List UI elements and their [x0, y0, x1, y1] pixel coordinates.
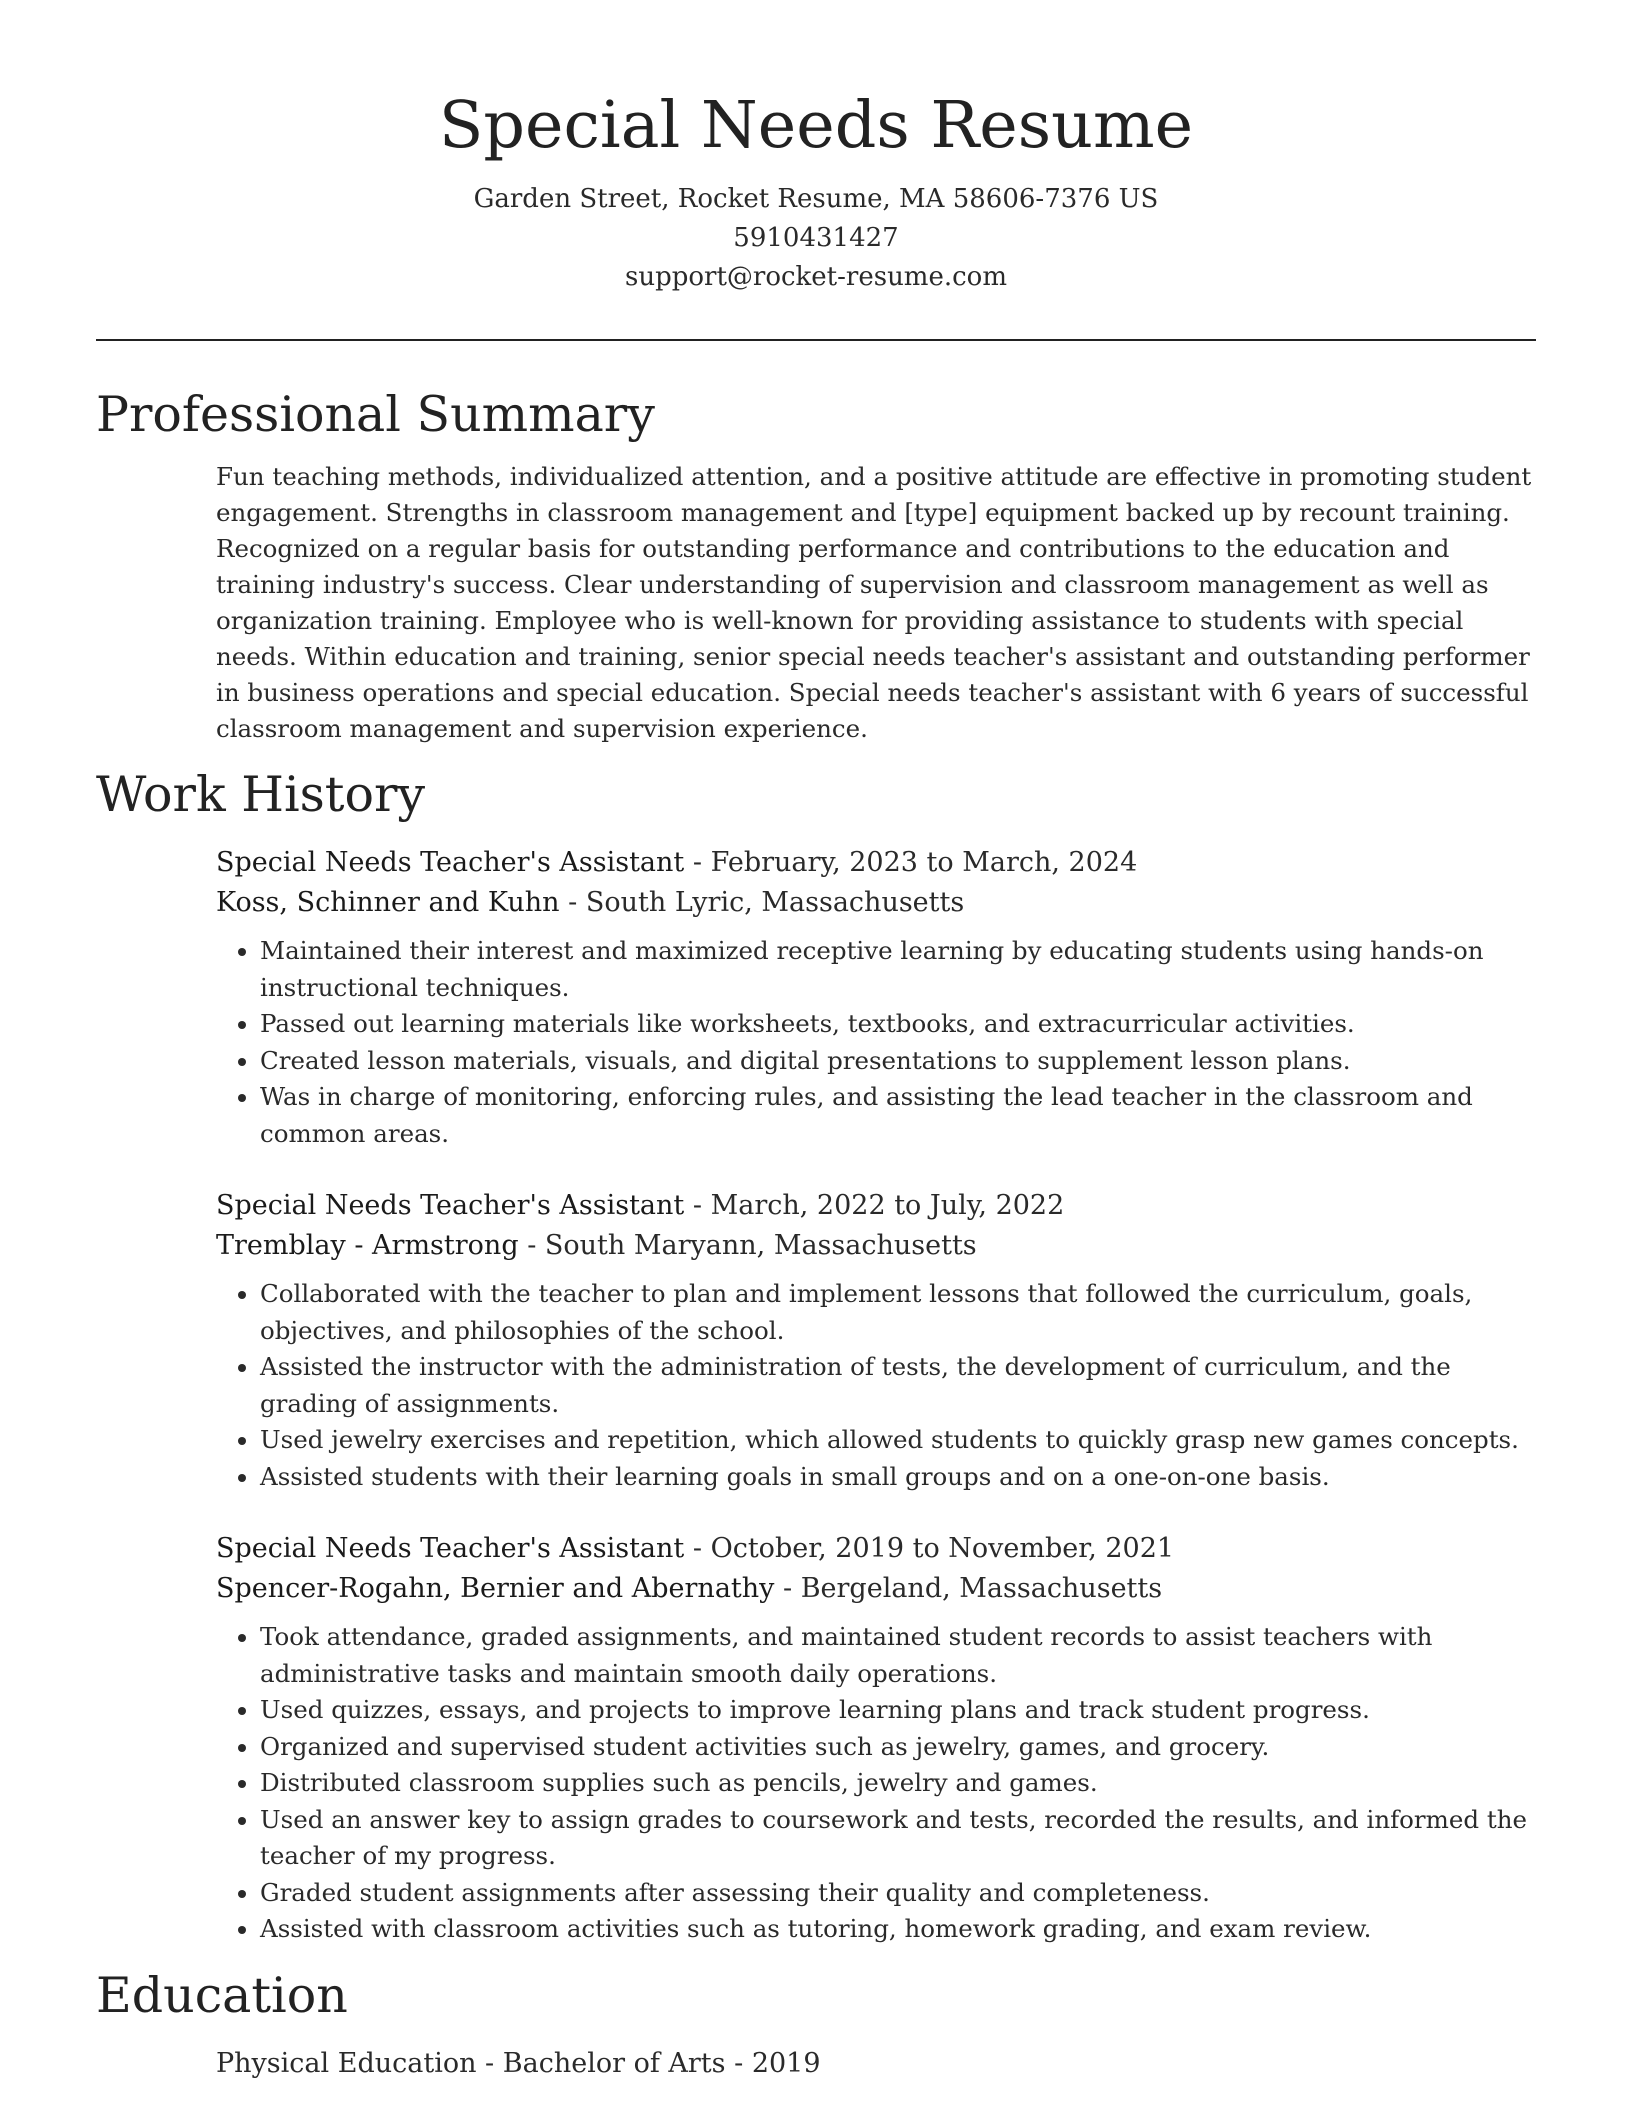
- education-field: Physical Education: [216, 2047, 477, 2079]
- job-company: Spencer-Rogahn, Bernier and Abernathy: [216, 1573, 775, 1604]
- job-entry: [216, 1186, 1536, 1495]
- jobs-list: [216, 843, 1536, 1948]
- education-entry: Physical Education - Bachelor of Arts - 2019: [216, 2047, 821, 2079]
- job-role: Special Needs Teacher's Assistant: [216, 1533, 685, 1564]
- summary-text: Fun teaching methods, individualized attention, and a positive attitude are effective in promoting student engagement. Strengths in classroom management and [type] equipment backed up by recount training. Recognized on a regular basis for outstanding performance and contributions to the education and training industry's success. Clear understanding of supervision and classroom management as well as organization training. Employee who is well-known for providing assistance to students with special needs. Within education and training, senior special needs teacher's assistant and outstanding performer in business operations and special education. Special needs teacher's assistant with 6 years of successful classroom management and supervision experience.: [216, 462, 1532, 743]
- job-location: South Maryann, Massachusetts: [544, 1230, 977, 1261]
- job-bullet: • Was in charge of monitoring, enforcing rules, and assisting the lead teacher in the classroom and common areas.: [260, 1079, 1536, 1152]
- work-history-section: [0, 765, 1632, 1948]
- resume-name: Special Needs Resume: [438, 88, 1194, 163]
- job-location: Bergeland, Massachusetts: [800, 1573, 1163, 1604]
- summary-section: [0, 385, 1632, 747]
- education-degree: Bachelor of Arts: [502, 2047, 726, 2079]
- education-heading: Education: [96, 1966, 348, 2024]
- job-title-line: Special Needs Teacher's Assistant - March, 2022 to July, 2022: [216, 1190, 1065, 1221]
- job-bullet: • Collaborated with the teacher to plan and implement lessons that followed the curriculum, goals, objectives, and philosophies of the school.: [260, 1276, 1536, 1349]
- job-company: Tremblay - Armstrong: [216, 1230, 519, 1261]
- summary-heading: Professional Summary: [96, 386, 655, 443]
- job-bullet: • Organized and supervised student activities such as jewelry, games, and grocery.: [260, 1729, 1536, 1766]
- job-bullets: [216, 1619, 1536, 1948]
- job-bullets: [216, 1276, 1536, 1495]
- education-section: [0, 1966, 1632, 2084]
- job-bullets: [216, 933, 1536, 1152]
- resume-header: [0, 0, 1632, 297]
- job-role: Special Needs Teacher's Assistant: [216, 1190, 685, 1221]
- job-bullet: • Distributed classroom supplies such as pencils, jewelry and games.: [260, 1765, 1536, 1802]
- header-divider: [96, 339, 1536, 341]
- job-dates: March, 2022 to July, 2022: [710, 1190, 1065, 1221]
- contact-address: Garden Street, Rocket Resume, MA 58606-7376 US: [473, 184, 1159, 214]
- job-company-line: Koss, Schinner and Kuhn - South Lyric, Massachusetts: [216, 887, 965, 918]
- job-company-line: Spencer-Rogahn, Bernier and Abernathy - Bergeland, Massachusetts: [216, 1573, 1163, 1604]
- job-bullet: • Used jewelry exercises and repetition, which allowed students to quickly grasp new games concepts.: [260, 1422, 1536, 1459]
- contact-phone: 5910431427: [733, 223, 899, 253]
- job-role: Special Needs Teacher's Assistant: [216, 847, 685, 878]
- job-bullet: • Created lesson materials, visuals, and digital presentations to supplement lesson plans.: [260, 1043, 1536, 1080]
- job-bullet: • Passed out learning materials like worksheets, textbooks, and extracurricular activities.: [260, 1006, 1536, 1043]
- job-bullet: • Graded student assignments after assessing their quality and completeness.: [260, 1875, 1536, 1912]
- job-bullet: • Used quizzes, essays, and projects to improve learning plans and track student progress.: [260, 1692, 1536, 1729]
- job-title-line: Special Needs Teacher's Assistant - October, 2019 to November, 2021: [216, 1533, 1175, 1564]
- job-entry: [216, 843, 1536, 1152]
- job-bullet: • Maintained their interest and maximized receptive learning by educating students using hands-on instructional techniques.: [260, 933, 1536, 1006]
- job-bullet: • Assisted with classroom activities such as tutoring, homework grading, and exam review.: [260, 1911, 1536, 1948]
- job-company-line: Tremblay - Armstrong - South Maryann, Massachusetts: [216, 1230, 977, 1261]
- job-bullet: • Assisted the instructor with the administration of tests, the development of curriculum, and the grading of assignments.: [260, 1349, 1536, 1422]
- contact-info: [0, 180, 1632, 297]
- contact-email: support@rocket-resume.com: [624, 262, 1007, 292]
- job-entry: [216, 1529, 1536, 1948]
- job-location: South Lyric, Massachusetts: [585, 887, 965, 918]
- job-title-line: Special Needs Teacher's Assistant - February, 2023 to March, 2024: [216, 847, 1138, 878]
- job-bullet: • Assisted students with their learning goals in small groups and on a one-on-one basis.: [260, 1459, 1536, 1496]
- education-year: 2019: [751, 2047, 821, 2079]
- job-bullet: • Used an answer key to assign grades to coursework and tests, recorded the results, and informed the teacher of my progress.: [260, 1802, 1536, 1875]
- job-company: Koss, Schinner and Kuhn: [216, 887, 560, 918]
- job-bullet: • Took attendance, graded assignments, and maintained student records to assist teachers with administrative tasks and maintain smooth daily operations.: [260, 1619, 1536, 1692]
- job-dates: February, 2023 to March, 2024: [710, 847, 1138, 878]
- job-dates: October, 2019 to November, 2021: [710, 1533, 1175, 1564]
- work-history-heading: Work History: [96, 766, 426, 823]
